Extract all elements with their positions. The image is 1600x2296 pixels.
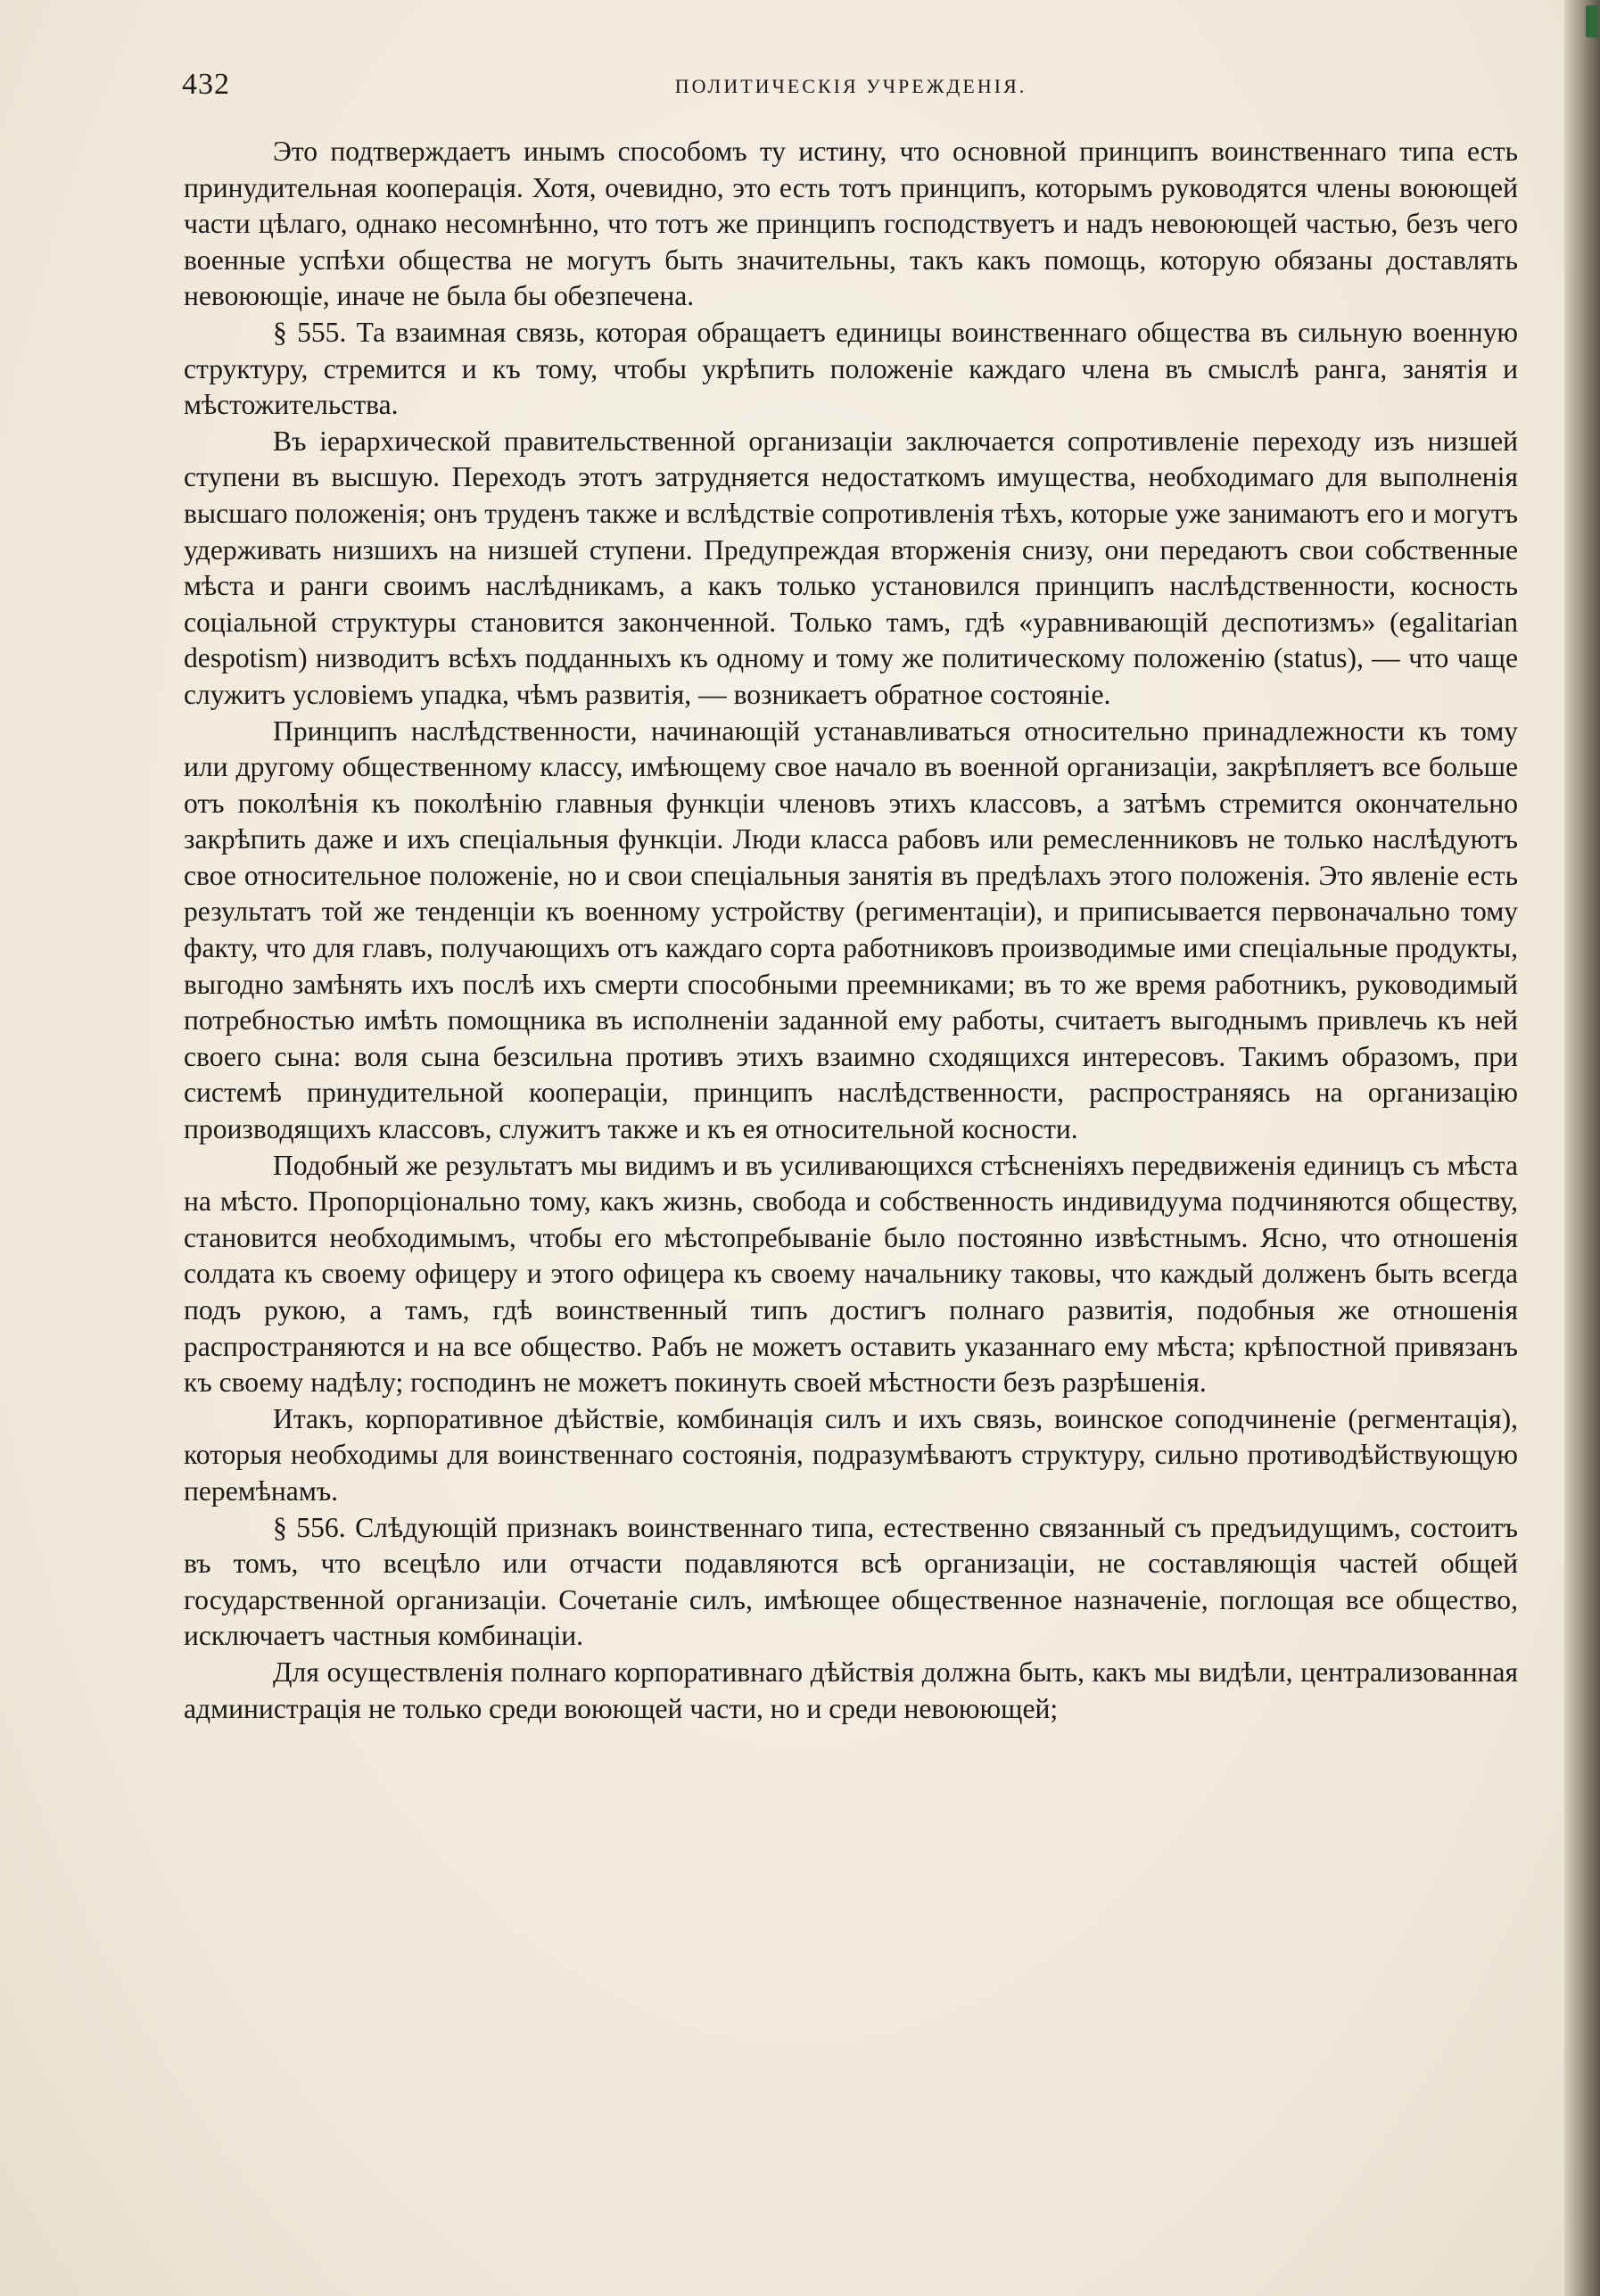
page-number: 432	[182, 68, 230, 101]
paragraph: Итакъ, корпоративное дѣйствіе, комбинація силъ и ихъ связь, воинское соподчиненіе (регментація), которыя необходимы для воинственнаго состоянія, подразумѣваютъ структуру, сильно противодѣйствующую перемѣнамъ.	[184, 1402, 1518, 1507]
paragraph: Въ іерархической правительственной организаціи заключается сопротивленіе переходу изъ низшей ступени въ высшую. Переходъ этотъ затрудняется недостаткомъ имущества, необходимаго для выполненія высшаго положенія; онъ труденъ также и вслѣдствіе сопротивленія тѣхъ, которые уже занимаютъ его и могутъ удерживать низшихъ на низшей ступени. Предупреждая вторженія снизу, они передаютъ свои собственные мѣста и ранги своимъ наслѣдникамъ, а какъ только установился принципъ наслѣдственности, косность соціальной структуры становится законченной. Только тамъ, гдѣ «уравнивающій деспотизмъ» (egalitarian despotism) низводитъ всѣхъ подданныхъ къ одному и тому же политическому положенію (status), — что чаще служитъ условіемъ упадка, чѣмъ развитія, — возникаетъ обратное состояніе.	[184, 425, 1518, 710]
bookmark-tab	[1586, 5, 1598, 37]
body-text	[184, 134, 1518, 1727]
paragraph: Принципъ наслѣдственности, начинающій устанавливаться относительно принадлежности къ тому или другому общественному классу, имѣющему свое начало въ военной организаціи, закрѣпляетъ все больше отъ поколѣнія къ поколѣнію главныя функціи членовъ этихъ классовъ, а затѣмъ стремится окончательно закрѣпить даже и ихъ спеціальныя функціи. Люди класса рабовъ или ремесленниковъ не только наслѣдуютъ свое относительное положеніе, но и свои спеціальныя занятія въ предѣлахъ этого положенія. Это явленіе есть результатъ той же тенденціи къ военному устройству (региментаціи), и приписывается первоначально тому факту, что для главъ, получающихъ отъ каждаго сорта работниковъ производимые ими спеціальные продукты, выгодно замѣнять ихъ послѣ ихъ смерти способными преемниками; въ то же время работникъ, руководимый потребностью имѣть помощника въ исполненіи заданной ему работы, считаетъ выгоднымъ привлечь къ ней своего сына: воля сына безсильна противъ этихъ взаимно сходящихся интересовъ. Такимъ образомъ, при системѣ принудительной коопераціи, принципъ наслѣдственности, распространяясь на организацію производящихъ классовъ, служитъ также и къ ея относительной косности.	[184, 714, 1518, 1145]
running-title: ПОЛИТИЧЕСКІЯ УЧРЕЖДЕНІЯ.	[674, 75, 1027, 97]
paragraph-section-556: § 556. Слѣдующій признакъ воинственнаго типа, естественно связанный съ предъидущимъ, состоитъ въ томъ, что всецѣло или отчасти подавляются всѣ организаціи, не составляющія частей общей государственной организаціи. Сочетаніе силъ, имѣющее общественное назначеніе, поглощая все общество, исключаетъ частныя комбинаціи.	[184, 1511, 1518, 1652]
paragraph: Это подтверждаетъ инымъ способомъ ту истину, что основной принципъ воинственнаго типа есть принудительная кооперація. Хотя, очевидно, это есть тотъ принципъ, которымъ руководятся члены воюющей части цѣлаго, однако несомнѣнно, что тотъ же принципъ господствуетъ и надъ невоюющей частью, безъ чего военные успѣхи общества не могутъ быть значительны, такъ какъ помощь, которую обязаны доставлять невоюющіе, иначе не была бы обезпечена.	[184, 136, 1518, 312]
paragraph: Подобный же результатъ мы видимъ и въ усиливающихся стѣсненіяхъ передвиженія единицъ съ мѣста на мѣсто. Пропорціонально тому, какъ жизнь, свобода и собственность индивидуума подчиняются обществу, становится необходимымъ, чтобы его мѣстопребываніе было постоянно извѣстнымъ. Ясно, что отношенія солдата къ своему офицеру и этого офицера къ своему начальнику таковы, что каждый долженъ быть всегда подъ рукою, а тамъ, гдѣ воинственный типъ достигъ полнаго развитія, подобныя же отношенія распространяются и на все общество. Рабъ не можетъ оставить указаннаго ему мѣста; крѣпостной привязанъ къ своему надѣлу; господинъ не можетъ покинуть своей мѣстности безъ разрѣшенія.	[184, 1149, 1518, 1399]
paragraph-section-555: § 555. Та взаимная связь, которая обращаетъ единицы воинственнаго общества въ сильную военную структуру, стремится и къ тому, чтобы укрѣпить положеніе каждаго члена въ смыслѣ ранга, занятія и мѣстожительства.	[184, 316, 1518, 421]
page-header	[182, 68, 1520, 103]
page-edge-shadow	[1564, 0, 1600, 2296]
paragraph: Для осуществленія полнаго корпоративнаго дѣйствія должна быть, какъ мы видѣли, централизованная администрація не только среди воюющей части, но и среди невоюющей;	[184, 1656, 1518, 1724]
